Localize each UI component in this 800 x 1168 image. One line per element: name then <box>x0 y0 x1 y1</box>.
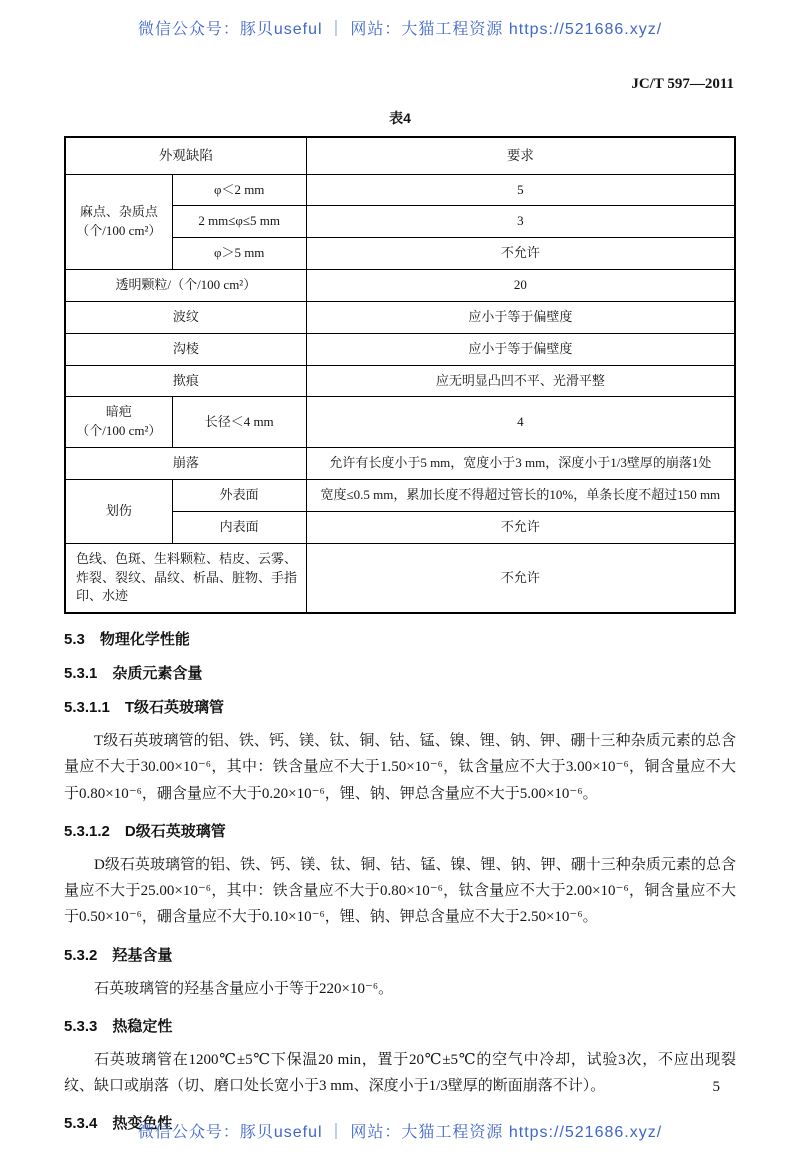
table-row <box>65 480 735 512</box>
section-heading-5-3-1: 5.3.1 杂质元素含量 <box>64 665 203 683</box>
table-row <box>65 397 735 448</box>
cell-bowen-req: 应小于等于偏壁度 <box>306 301 735 333</box>
sections-block <box>64 628 736 1133</box>
cell-madian-req1: 5 <box>306 174 735 206</box>
defects-table <box>64 136 736 614</box>
table-header-row <box>65 137 735 174</box>
page-number: 5 <box>712 1079 720 1095</box>
madian-label-line2: （个/100 cm²） <box>76 222 162 238</box>
section-heading-5-3-2: 5.3.2 羟基含量 <box>64 946 173 964</box>
madian-label-line1: 麻点、杂质点 <box>79 203 158 219</box>
section-body-5-3-3: 石英玻璃管在1200℃±5℃下保温20 min，置于20℃±5℃的空气中冷却，试验3次，不应出现裂纹、缺口或崩落（切、磨口处长宽小于3 mm、深度小于1/3壁厚的断面崩落不计）。 <box>64 1051 736 1095</box>
cell-madian-label <box>65 174 172 270</box>
table-row <box>65 543 735 613</box>
doc-number: JC/T 597—2011 <box>631 76 734 92</box>
page-content <box>64 108 736 1144</box>
cell-anba-sub: 长径＜4 mm <box>172 397 306 448</box>
cell-other-label: 色线、色斑、生料颗粒、桔皮、云雾、炸裂、裂纹、晶纹、析晶、脏物、手指印、水迹 <box>65 543 306 613</box>
section-heading-5-3-1-1: 5.3.1.1 T级石英玻璃管 <box>64 699 225 717</box>
section-heading-5-3-4: 5.3.4 热变色性 <box>64 1115 173 1133</box>
section-body-5-3-1-2: D级石英玻璃管的铝、铁、钙、镁、钛、铜、钴、锰、镍、锂、钠、钾、硼十三种杂质元素的总含量应不大于25.00×10⁻⁶，其中：铁含量应不大于0.80×10⁻⁶，钛含量应不大于2.00×10⁻⁶，铜含量应不大于0.50×10⁻⁶，硼含量应不大于0.10×10⁻⁶，锂、钠、钾总含量应不大于2.50×10⁻⁶。 <box>64 856 736 926</box>
anba-label-line1: 暗疤 <box>105 404 132 420</box>
cell-madian-sub2: 2 mm≤φ≤5 mm <box>172 206 306 238</box>
cell-huashang-label: 划伤 <box>65 480 172 544</box>
cell-madian-sub3: φ＞5 mm <box>172 238 306 270</box>
table-title: 表4 <box>389 110 411 126</box>
watermark-bottom: 微信公众号：豚贝useful ｜ 网站：大猫工程资源 https://521686.xyz/ <box>137 1124 663 1141</box>
cell-madian-req3: 不允许 <box>306 238 735 270</box>
section-body-5-3-1-1: T级石英玻璃管的铝、铁、钙、镁、钛、铜、钴、锰、镍、锂、钠、钾、硼十三种杂质元素的总含量应不大于30.00×10⁻⁶，其中：铁含量应不大于1.50×10⁻⁶，钛含量应不大于3.00×10⁻⁶，铜含量应不大于0.80×10⁻⁶，硼含量应不大于0.20×10⁻⁶，锂、钠、钾总含量应不大于5.00×10⁻⁶。 <box>64 733 736 802</box>
cell-touming-label: 透明颗粒/（个/100 cm²） <box>65 270 306 302</box>
cell-other-req: 不允许 <box>306 543 735 613</box>
table-row <box>65 448 735 480</box>
cell-huashang-req1: 宽度≤0.5 mm，累加长度不得超过管长的10%，单条长度不超过150 mm <box>306 480 735 512</box>
table-row <box>65 333 735 365</box>
cell-huashang-req2: 不允许 <box>306 511 735 543</box>
header-cell-defect: 外观缺陷 <box>65 137 306 174</box>
table-row <box>65 270 735 302</box>
cell-qinheng-label: 揿痕 <box>65 365 306 397</box>
cell-huashang-sub2: 内表面 <box>172 511 306 543</box>
cell-madian-sub1: φ＜2 mm <box>172 174 306 206</box>
section-heading-5-3: 5.3 物理化学性能 <box>64 631 190 649</box>
table-row <box>65 365 735 397</box>
watermark-top: 微信公众号：豚贝useful ｜ 网站：大猫工程资源 https://521686.xyz/ <box>137 21 663 38</box>
cell-gouleng-req: 应小于等于偏壁度 <box>306 333 735 365</box>
cell-bengluo-req: 允许有长度小于5 mm，宽度小于3 mm，深度小于1/3壁厚的崩落1处 <box>306 448 735 480</box>
cell-madian-req2: 3 <box>306 206 735 238</box>
cell-bengluo-label: 崩落 <box>65 448 306 480</box>
section-heading-5-3-1-2: 5.3.1.2 D级石英玻璃管 <box>64 822 226 840</box>
cell-bowen-label: 波纹 <box>65 301 306 333</box>
section-heading-5-3-3: 5.3.3 热稳定性 <box>64 1017 173 1035</box>
anba-label-line2: （个/100 cm²） <box>76 423 162 439</box>
cell-touming-req: 20 <box>306 270 735 302</box>
table-row <box>65 174 735 206</box>
cell-anba-req: 4 <box>306 397 735 448</box>
cell-huashang-sub1: 外表面 <box>172 480 306 512</box>
table-row <box>65 301 735 333</box>
section-body-5-3-2: 石英玻璃管的羟基含量应小于等于220×10⁻⁶。 <box>94 980 394 997</box>
header-cell-requirement: 要求 <box>306 137 735 174</box>
cell-gouleng-label: 沟棱 <box>65 333 306 365</box>
cell-qinheng-req: 应无明显凸凹不平、光滑平整 <box>306 365 735 397</box>
cell-anba-label <box>65 397 172 448</box>
